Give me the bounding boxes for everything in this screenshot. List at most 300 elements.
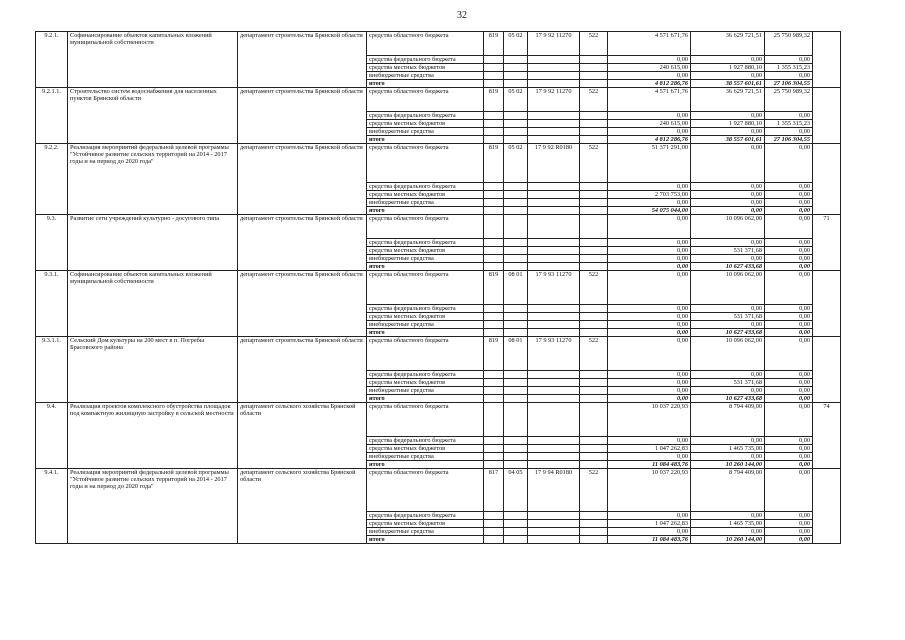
expense-type-code: 522: [580, 88, 608, 112]
funding-source: средства областного бюджета: [367, 215, 484, 239]
grbs-code: [484, 313, 504, 321]
amount-2: 1 465 735,00: [691, 520, 765, 528]
amount-3: 0,00: [765, 453, 813, 461]
amount-3: 0,00: [765, 379, 813, 387]
target-article-code: 17 9 92 R0180: [528, 144, 580, 183]
section-code: [504, 329, 528, 337]
amount-1: 1 047 262,83: [608, 520, 691, 528]
measure-name: Реализация мероприятий федеральной целевой программы "Устойчивое развитие сельских территорий на 2014 - 2017 годы и на период до 2020 года": [68, 144, 238, 215]
amount-3: 0,00: [765, 263, 813, 271]
amount-2: 8 794 409,00: [691, 469, 765, 512]
expense-type-code: [580, 207, 608, 215]
section-code: [504, 120, 528, 128]
funding-source: итого: [367, 461, 484, 469]
amount-3: 0,00: [765, 461, 813, 469]
measure-number: 9.3.: [36, 215, 68, 271]
section-code: [504, 520, 528, 528]
measure-number: 9.2.1.: [36, 32, 68, 88]
funding-source: средства местных бюджетов: [367, 313, 484, 321]
expense-type-code: [580, 403, 608, 437]
amount-3: 0,00: [765, 536, 813, 544]
amount-1: 0,00: [608, 437, 691, 445]
amount-3: 0,00: [765, 512, 813, 520]
indicator-reference: [813, 469, 841, 544]
amount-2: 10 096 062,00: [691, 215, 765, 239]
amount-3: 0,00: [765, 371, 813, 379]
funding-source: средства местных бюджетов: [367, 520, 484, 528]
target-article-code: [528, 191, 580, 199]
grbs-code: [484, 445, 504, 453]
expense-type-code: [580, 512, 608, 520]
amount-3: 0,00: [765, 183, 813, 191]
section-code: [504, 313, 528, 321]
amount-1: 0,00: [608, 183, 691, 191]
grbs-code: [484, 112, 504, 120]
section-code: [504, 403, 528, 437]
expense-type-code: [580, 461, 608, 469]
indicator-reference: [813, 32, 841, 88]
grbs-code: [484, 80, 504, 88]
amount-2: 0,00: [691, 183, 765, 191]
expense-type-code: [580, 371, 608, 379]
target-article-code: 17 9 92 11270: [528, 88, 580, 112]
funding-source: итого: [367, 207, 484, 215]
section-code: [504, 72, 528, 80]
amount-3: 0,00: [765, 395, 813, 403]
target-article-code: 17 9 93 11270: [528, 337, 580, 371]
amount-3: 0,00: [765, 445, 813, 453]
budget-table: [35, 31, 841, 544]
amount-3: 1 355 315,23: [765, 64, 813, 72]
amount-3: 0,00: [765, 247, 813, 255]
funding-source: средства областного бюджета: [367, 469, 484, 512]
expense-type-code: [580, 199, 608, 207]
target-article-code: [528, 120, 580, 128]
amount-2: 10 260 144,00: [691, 461, 765, 469]
expense-type-code: 522: [580, 32, 608, 56]
grbs-code: [484, 371, 504, 379]
amount-2: 0,00: [691, 144, 765, 183]
section-code: [504, 371, 528, 379]
measure-number: 9.3.1.: [36, 271, 68, 337]
amount-1: 4 571 671,76: [608, 88, 691, 112]
amount-2: 0,00: [691, 321, 765, 329]
measure-name: Софинансирование объектов капитальных вложений муниципальной собственности: [68, 271, 238, 337]
target-article-code: 17 9 94 R0180: [528, 469, 580, 512]
amount-2: 10 260 144,00: [691, 536, 765, 544]
amount-3: 0,00: [765, 520, 813, 528]
grbs-code: [484, 191, 504, 199]
grbs-code: [484, 512, 504, 520]
grbs-code: [484, 528, 504, 536]
grbs-code: [484, 263, 504, 271]
funding-source: внебюджетные средства: [367, 255, 484, 263]
table-body: [36, 32, 841, 544]
expense-type-code: [580, 313, 608, 321]
measure-number: 9.4.1.: [36, 469, 68, 544]
amount-3: 0,00: [765, 72, 813, 80]
grbs-code: 819: [484, 337, 504, 371]
target-article-code: [528, 379, 580, 387]
measure-name: Развитие сети учреждений культурно - досугового типа: [68, 215, 238, 271]
funding-source: итого: [367, 136, 484, 144]
section-code: [504, 453, 528, 461]
funding-source: средства областного бюджета: [367, 88, 484, 112]
funding-source: итого: [367, 329, 484, 337]
expense-type-code: 522: [580, 144, 608, 183]
target-article-code: [528, 215, 580, 239]
funding-source: средства местных бюджетов: [367, 64, 484, 72]
amount-1: 0,00: [608, 215, 691, 239]
funding-source: средства федерального бюджета: [367, 112, 484, 120]
amount-2: 1 927 880,10: [691, 64, 765, 72]
funding-source: итого: [367, 536, 484, 544]
amount-2: 0,00: [691, 255, 765, 263]
target-article-code: [528, 536, 580, 544]
amount-2: 8 794 409,00: [691, 403, 765, 437]
amount-2: 0,00: [691, 512, 765, 520]
section-code: [504, 512, 528, 520]
amount-1: 0,00: [608, 371, 691, 379]
indicator-reference: [813, 271, 841, 337]
funding-source: средства областного бюджета: [367, 403, 484, 437]
expense-type-code: [580, 64, 608, 72]
amount-1: 10 037 220,93: [608, 469, 691, 512]
grbs-code: [484, 453, 504, 461]
expense-type-code: [580, 395, 608, 403]
measure-first-row: [36, 88, 841, 112]
measure-name: Сельский Дом культуры на 200 мест в п. Погребы Брасовского района: [68, 337, 238, 403]
amount-1: 0,00: [608, 387, 691, 395]
amount-1: 0,00: [608, 112, 691, 120]
expense-type-code: [580, 255, 608, 263]
amount-1: 11 084 483,76: [608, 461, 691, 469]
section-code: [504, 191, 528, 199]
target-article-code: [528, 128, 580, 136]
section-code: [504, 128, 528, 136]
amount-1: 0,00: [608, 247, 691, 255]
funding-source: средства федерального бюджета: [367, 437, 484, 445]
section-code: 05 02: [504, 88, 528, 112]
funding-source: средства федерального бюджета: [367, 371, 484, 379]
amount-2: 36 629 721,51: [691, 88, 765, 112]
responsible-executor: департамент строительства Брянской области: [238, 88, 367, 144]
funding-source: средства федерального бюджета: [367, 305, 484, 313]
target-article-code: [528, 445, 580, 453]
amount-3: 0,00: [765, 56, 813, 64]
measure-first-row: [36, 144, 841, 183]
section-code: [504, 64, 528, 72]
expense-type-code: [580, 80, 608, 88]
amount-1: 0,00: [608, 128, 691, 136]
funding-source: средства местных бюджетов: [367, 120, 484, 128]
funding-source: итого: [367, 395, 484, 403]
target-article-code: [528, 520, 580, 528]
amount-1: 240 615,00: [608, 64, 691, 72]
expense-type-code: [580, 445, 608, 453]
amount-2: 38 557 601,61: [691, 80, 765, 88]
expense-type-code: 522: [580, 337, 608, 371]
section-code: [504, 536, 528, 544]
grbs-code: [484, 520, 504, 528]
amount-2: 531 371,68: [691, 247, 765, 255]
amount-3: 0,00: [765, 144, 813, 183]
amount-3: 0,00: [765, 337, 813, 371]
target-article-code: [528, 247, 580, 255]
amount-3: 0,00: [765, 305, 813, 313]
responsible-executor: департамент сельского хозяйства Брянской области: [238, 403, 367, 469]
indicator-reference: [813, 88, 841, 144]
target-article-code: [528, 313, 580, 321]
amount-2: 0,00: [691, 453, 765, 461]
amount-2: 36 629 721,51: [691, 32, 765, 56]
responsible-executor: департамент строительства Брянской области: [238, 32, 367, 88]
section-code: [504, 199, 528, 207]
amount-3: 27 106 304,55: [765, 80, 813, 88]
grbs-code: [484, 120, 504, 128]
expense-type-code: [580, 112, 608, 120]
grbs-code: [484, 321, 504, 329]
expense-type-code: 522: [580, 271, 608, 305]
amount-1: 0,00: [608, 305, 691, 313]
target-article-code: [528, 453, 580, 461]
section-code: [504, 461, 528, 469]
responsible-executor: департамент строительства Брянской области: [238, 271, 367, 337]
funding-source: средства федерального бюджета: [367, 183, 484, 191]
amount-2: 0,00: [691, 199, 765, 207]
expense-type-code: [580, 321, 608, 329]
amount-2: 0,00: [691, 305, 765, 313]
amount-3: 27 106 304,55: [765, 136, 813, 144]
section-code: [504, 112, 528, 120]
grbs-code: 819: [484, 88, 504, 112]
grbs-code: [484, 536, 504, 544]
amount-1: 0,00: [608, 395, 691, 403]
amount-2: 0,00: [691, 128, 765, 136]
grbs-code: 819: [484, 271, 504, 305]
measure-name: Софинансирование объектов капитальных вложений муниципальной собственности: [68, 32, 238, 88]
funding-source: средства областного бюджета: [367, 271, 484, 305]
expense-type-code: [580, 56, 608, 64]
target-article-code: [528, 239, 580, 247]
expense-type-code: [580, 72, 608, 80]
amount-2: 1 465 735,00: [691, 445, 765, 453]
target-article-code: [528, 395, 580, 403]
measure-number: 9.4.: [36, 403, 68, 469]
grbs-code: 817: [484, 469, 504, 512]
indicator-reference: 74: [813, 403, 841, 469]
amount-1: 0,00: [608, 512, 691, 520]
expense-type-code: [580, 136, 608, 144]
amount-3: 0,00: [765, 329, 813, 337]
funding-source: внебюджетные средства: [367, 72, 484, 80]
target-article-code: [528, 80, 580, 88]
amount-3: 0,00: [765, 528, 813, 536]
amount-2: 0,00: [691, 387, 765, 395]
measure-name: Строительство систем водоснабжения для населенных пунктов Брянской области: [68, 88, 238, 144]
grbs-code: [484, 215, 504, 239]
amount-2: 0,00: [691, 239, 765, 247]
amount-2: 38 557 601,61: [691, 136, 765, 144]
amount-1: 0,00: [608, 453, 691, 461]
expense-type-code: [580, 453, 608, 461]
amount-1: 240 615,00: [608, 120, 691, 128]
amount-3: 0,00: [765, 191, 813, 199]
amount-3: 0,00: [765, 239, 813, 247]
measure-first-row: [36, 337, 841, 371]
funding-source: средства областного бюджета: [367, 144, 484, 183]
grbs-code: [484, 329, 504, 337]
funding-source: внебюджетные средства: [367, 387, 484, 395]
amount-2: 0,00: [691, 72, 765, 80]
amount-3: 25 750 989,32: [765, 88, 813, 112]
amount-3: 0,00: [765, 128, 813, 136]
expense-type-code: [580, 305, 608, 313]
grbs-code: [484, 437, 504, 445]
measure-number: 9.2.2.: [36, 144, 68, 215]
section-code: [504, 215, 528, 239]
responsible-executor: департамент сельского хозяйства Брянской области: [238, 469, 367, 544]
funding-source: средства федерального бюджета: [367, 239, 484, 247]
funding-source: внебюджетные средства: [367, 453, 484, 461]
expense-type-code: [580, 263, 608, 271]
target-article-code: [528, 183, 580, 191]
expense-type-code: [580, 536, 608, 544]
grbs-code: [484, 403, 504, 437]
amount-3: 0,00: [765, 403, 813, 437]
amount-1: 0,00: [608, 271, 691, 305]
amount-1: 0,00: [608, 239, 691, 247]
amount-2: 0,00: [691, 371, 765, 379]
funding-source: средства федерального бюджета: [367, 512, 484, 520]
grbs-code: [484, 255, 504, 263]
amount-2: 0,00: [691, 528, 765, 536]
target-article-code: [528, 56, 580, 64]
funding-source: итого: [367, 80, 484, 88]
section-code: [504, 528, 528, 536]
grbs-code: [484, 239, 504, 247]
grbs-code: [484, 305, 504, 313]
measure-first-row: [36, 271, 841, 305]
amount-3: 0,00: [765, 271, 813, 305]
measure-number: 9.3.1.1.: [36, 337, 68, 403]
amount-3: 0,00: [765, 112, 813, 120]
grbs-code: [484, 128, 504, 136]
target-article-code: [528, 437, 580, 445]
amount-2: 10 627 433,68: [691, 329, 765, 337]
responsible-executor: департамент строительства Брянской области: [238, 215, 367, 271]
funding-source: средства местных бюджетов: [367, 445, 484, 453]
funding-source: средства областного бюджета: [367, 32, 484, 56]
indicator-reference: [813, 144, 841, 215]
target-article-code: [528, 528, 580, 536]
section-code: 08 01: [504, 271, 528, 305]
funding-source: итого: [367, 263, 484, 271]
target-article-code: [528, 403, 580, 437]
amount-2: 0,00: [691, 207, 765, 215]
grbs-code: [484, 461, 504, 469]
amount-2: 0,00: [691, 191, 765, 199]
amount-1: 0,00: [608, 379, 691, 387]
section-code: [504, 136, 528, 144]
section-code: [504, 247, 528, 255]
amount-3: 0,00: [765, 469, 813, 512]
amount-1: 11 084 483,76: [608, 536, 691, 544]
target-article-code: [528, 371, 580, 379]
grbs-code: [484, 247, 504, 255]
target-article-code: 17 9 92 11270: [528, 32, 580, 56]
amount-3: 0,00: [765, 199, 813, 207]
expense-type-code: [580, 120, 608, 128]
amount-3: 25 750 989,32: [765, 32, 813, 56]
amount-3: 0,00: [765, 313, 813, 321]
measure-first-row: [36, 215, 841, 239]
responsible-executor: департамент строительства Брянской области: [238, 144, 367, 215]
expense-type-code: [580, 183, 608, 191]
target-article-code: [528, 112, 580, 120]
expense-type-code: [580, 215, 608, 239]
amount-2: 531 371,68: [691, 313, 765, 321]
expense-type-code: [580, 520, 608, 528]
funding-source: средства федерального бюджета: [367, 56, 484, 64]
target-article-code: [528, 321, 580, 329]
section-code: 04 05: [504, 469, 528, 512]
amount-1: 54 075 044,00: [608, 207, 691, 215]
grbs-code: [484, 64, 504, 72]
section-code: [504, 305, 528, 313]
amount-1: 0,00: [608, 255, 691, 263]
grbs-code: [484, 207, 504, 215]
expense-type-code: [580, 191, 608, 199]
target-article-code: [528, 207, 580, 215]
amount-1: 0,00: [608, 72, 691, 80]
amount-3: 0,00: [765, 215, 813, 239]
grbs-code: 819: [484, 144, 504, 183]
amount-2: 1 927 880,10: [691, 120, 765, 128]
measure-first-row: [36, 469, 841, 512]
section-code: 05 02: [504, 32, 528, 56]
section-code: [504, 395, 528, 403]
indicator-reference: [813, 337, 841, 403]
amount-2: 0,00: [691, 56, 765, 64]
target-article-code: [528, 305, 580, 313]
amount-1: 0,00: [608, 313, 691, 321]
section-code: [504, 207, 528, 215]
target-article-code: [528, 329, 580, 337]
grbs-code: 819: [484, 32, 504, 56]
funding-source: внебюджетные средства: [367, 528, 484, 536]
indicator-reference: 71: [813, 215, 841, 271]
amount-1: 0,00: [608, 199, 691, 207]
section-code: [504, 239, 528, 247]
amount-1: 4 812 286,76: [608, 80, 691, 88]
target-article-code: [528, 136, 580, 144]
section-code: [504, 321, 528, 329]
target-article-code: [528, 199, 580, 207]
grbs-code: [484, 199, 504, 207]
amount-3: 0,00: [765, 437, 813, 445]
amount-1: 0,00: [608, 321, 691, 329]
grbs-code: [484, 72, 504, 80]
expense-type-code: [580, 528, 608, 536]
expense-type-code: [580, 437, 608, 445]
amount-3: 1 355 315,23: [765, 120, 813, 128]
grbs-code: [484, 56, 504, 64]
target-article-code: [528, 72, 580, 80]
amount-1: 0,00: [608, 337, 691, 371]
expense-type-code: [580, 387, 608, 395]
section-code: [504, 379, 528, 387]
